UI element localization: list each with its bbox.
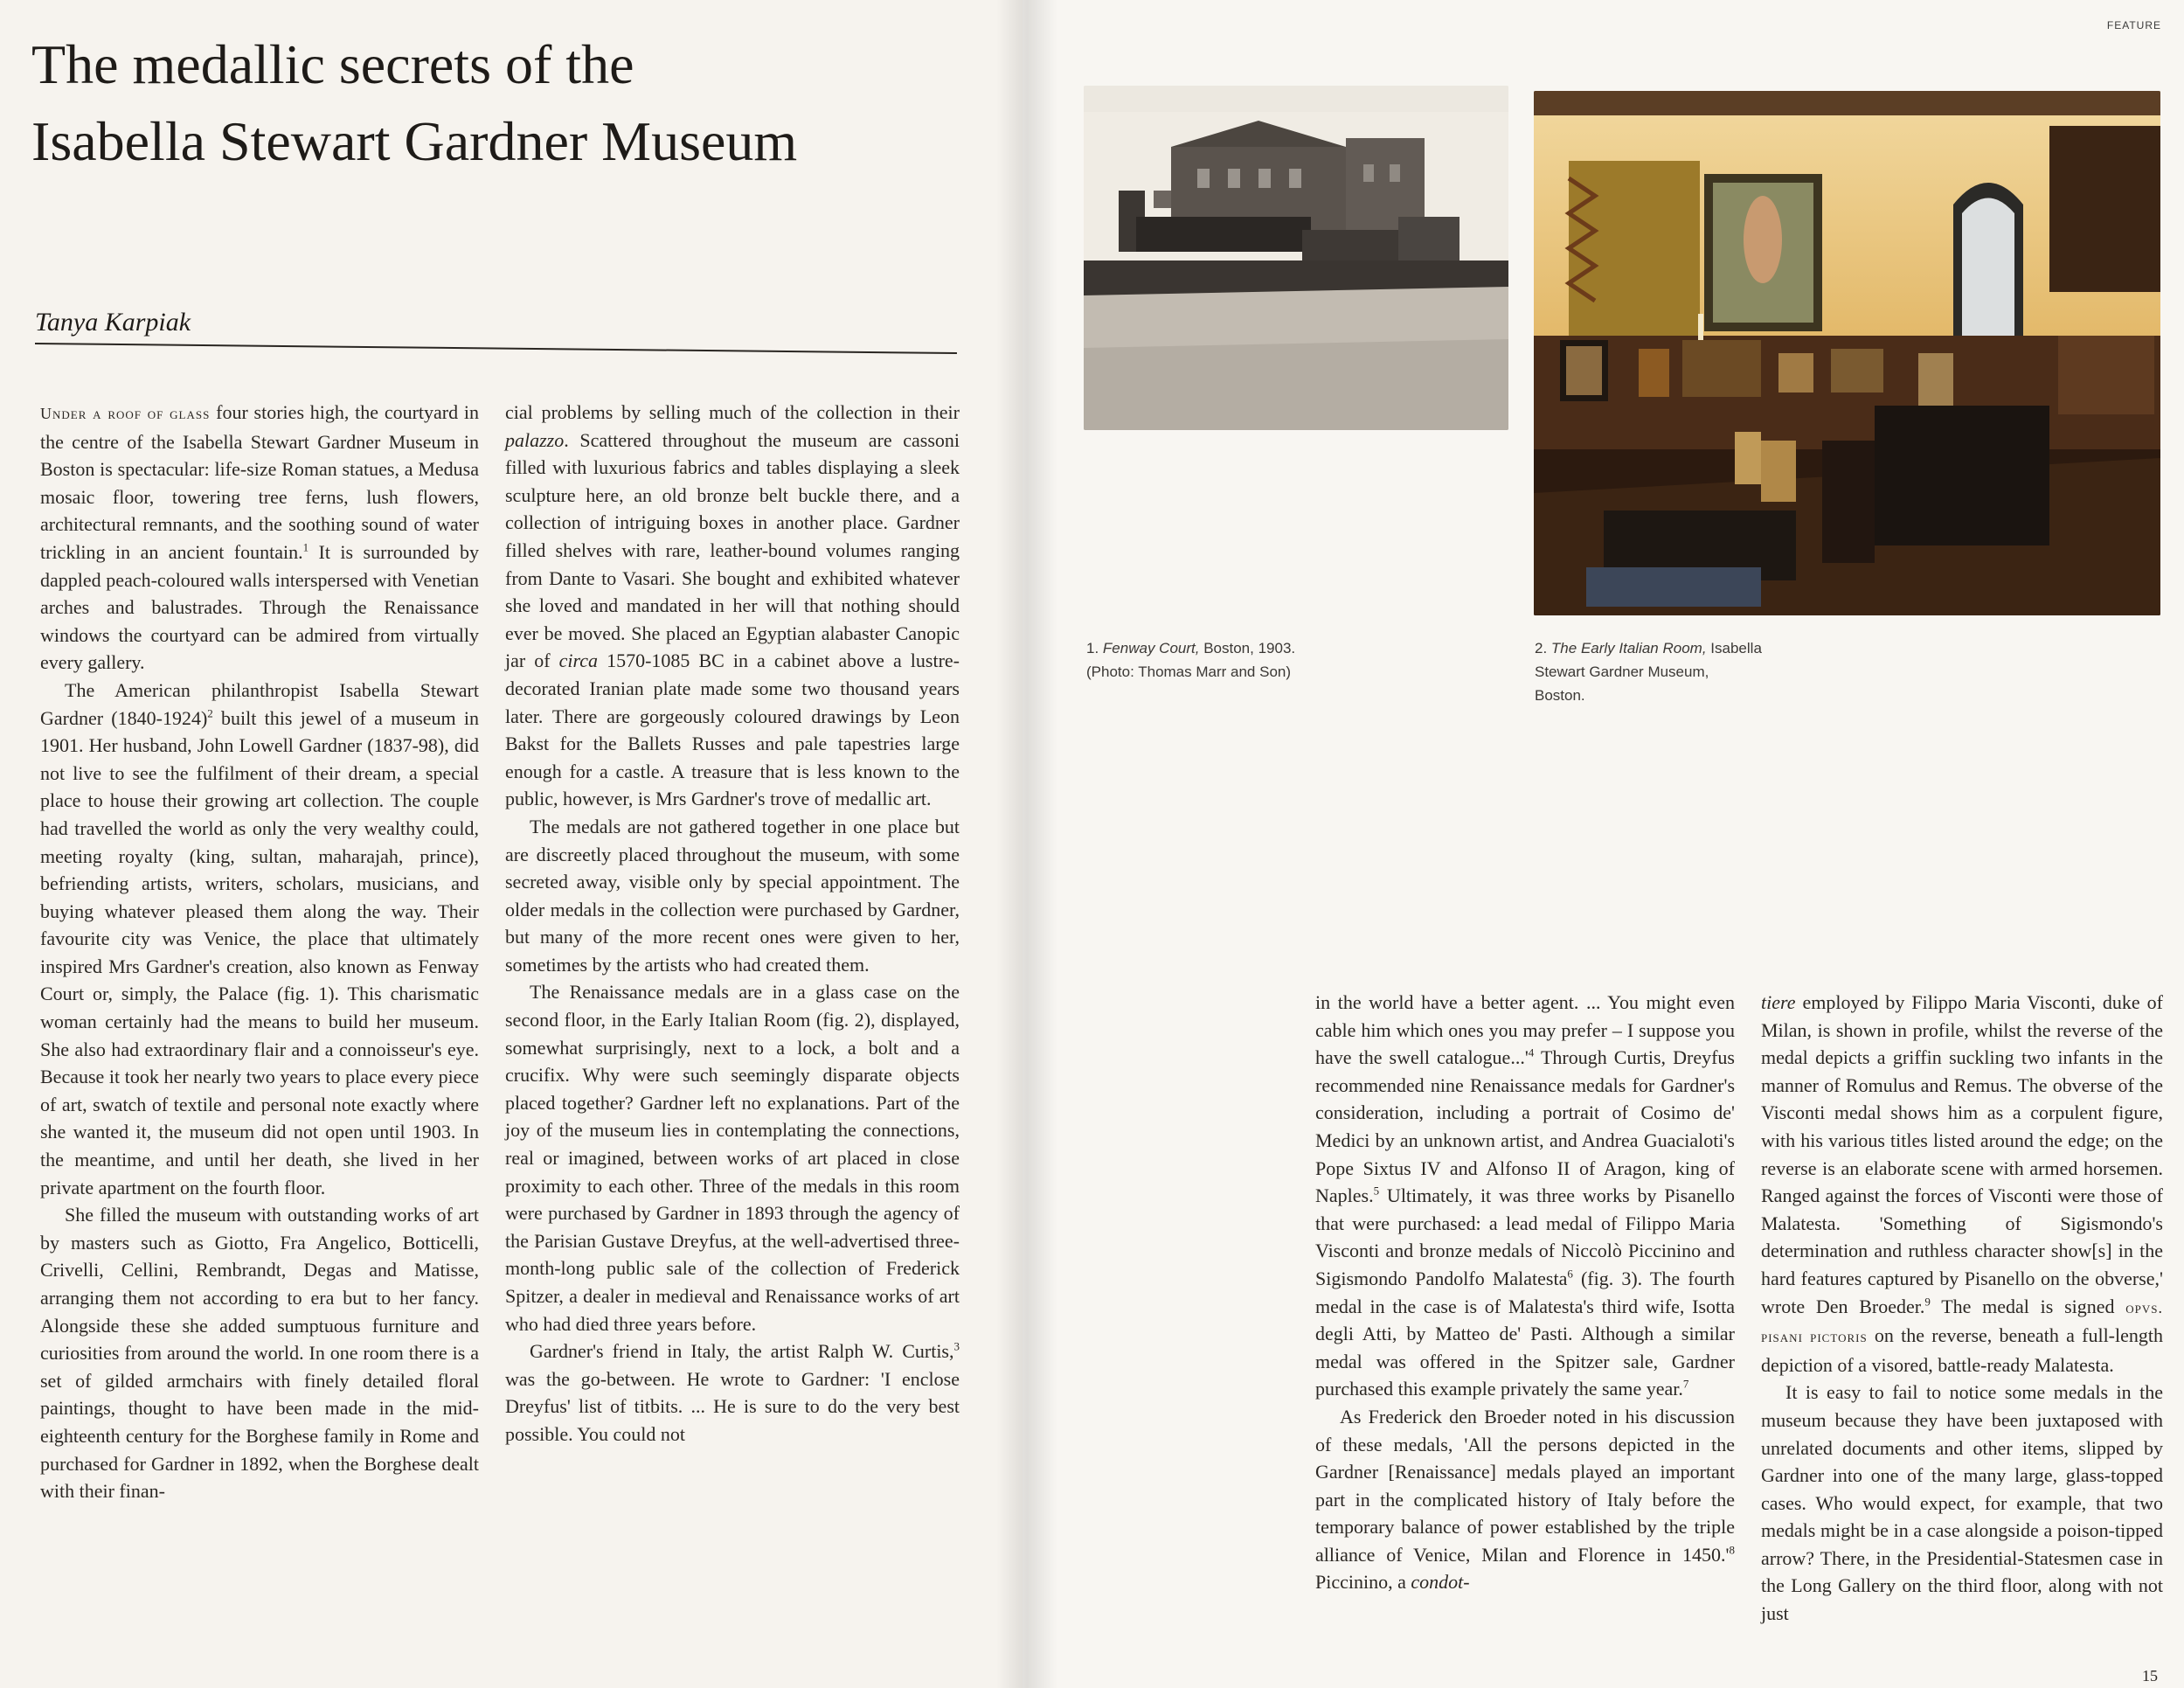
footnote-ref[interactable]: 6 bbox=[1567, 1267, 1573, 1281]
lead-in-smallcaps: Under a roof of glass bbox=[40, 405, 211, 422]
text-run: 1570-1085 BC in a cabinet above a lustre-decorated Iranian plate made some two thousand years later. There are gorgeously coloured drawings by Leon Bakst for the Ballets Russes and pale tapestries large enough for a castle. A treasure that is less known to the public, however, is Mrs Gardner's trove of medallic art. bbox=[505, 649, 960, 810]
byline-rule bbox=[35, 343, 957, 354]
article-column-4 bbox=[1761, 989, 2163, 1628]
article-column-1 bbox=[40, 399, 479, 1505]
title-line-1: The medallic secrets of the bbox=[31, 33, 634, 95]
paragraph bbox=[1761, 989, 2163, 1379]
paragraph: She filled the museum with outstanding works of art by masters such as Giotto, Fra Angelico, Botticelli, Crivelli, Cellini, Rembrandt, Degas and Matisse, arranging them not according to era but to her fancy. Alongside these she added sumptuous furniture and curiosities from around the world. In one room there is a set of gilded armchairs with finely detailed floral paintings, thought to have been made in the mid-eighteenth century for the Borghese family in Rome and purchased for Gardner in 1892, when the Borghese dealt with their finan- bbox=[40, 1204, 479, 1503]
italic-term: circa bbox=[558, 649, 599, 672]
text-run: built this jewel of a museum in 1901. Her husband, John Lowell Gardner (1837-98), did not live to see the fulfilment of their dream, a special place to house their growing art collection. The couple had travelled the world as only the very wealthy could, meeting royalty (king, sultan, maharajah, prince), befriending artists, writers, scholars, musicians, and buying whatever pleased them along the way. Their favourite city was Venice, the place that ultimately inspired Mrs Gardner's creation, also known as Fenway Court or, simply, the Palace (fig. 1). This charismatic woman certainly had the means to build her museum. She also had extraordinary flair and a connoisseur's eye. Because it took her nearly two years to place every piece of art, swatch of textile and personal note exactly where she wanted it, the museum did not open until 1903. In the meantime, and until her death, she lived in her private apartment on the fourth floor. bbox=[40, 706, 479, 1198]
caption-text: Isabella Stewart Gardner Museum, Boston. bbox=[1535, 640, 1762, 704]
caption-number: 1. bbox=[1086, 640, 1099, 656]
footnote-ref[interactable]: 4 bbox=[1528, 1045, 1535, 1059]
caption-text: Boston, 1903. (Photo: Thomas Marr and Son) bbox=[1086, 640, 1296, 680]
fenway-court-photo bbox=[1084, 86, 1508, 430]
caption-title: The Early Italian Room, bbox=[1550, 640, 1707, 656]
footnote-ref[interactable]: 1 bbox=[302, 540, 309, 554]
footnote-ref[interactable]: 9 bbox=[1924, 1295, 1931, 1309]
article-column-2 bbox=[505, 399, 960, 1448]
text-run: four stories high, the courtyard in the centre of the Isabella Stewart Gardner Museum in Boston is spectacular: life-size Roman statues, a Medusa mosaic floor, towering tree ferns, lush flowers, architectural remnants, and the soothing sound of water trickling in an ancient fountain. bbox=[40, 401, 479, 563]
footnote-ref[interactable]: 3 bbox=[953, 1339, 960, 1353]
early-italian-room-photo bbox=[1534, 91, 2160, 615]
text-run: . Scattered throughout the museum are cassoni filled with luxurious fabrics and tables displaying a sleek sculpture here, an old bronze belt buckle there, and a collection of intriguing boxes in another place. Gardner filled shelves with rare, leather-bound volumes ranging from Dante to Vasari. She bought and exhibited whatever she loved and mandated in her will that nothing should ever be moved. She placed an Egyptian alabaster Canopic jar of bbox=[505, 428, 960, 672]
left-page bbox=[0, 0, 1023, 1688]
text-run: As Frederick den Broeder noted in his discussion of these medals, 'All the persons depicted in the Gardner [Renaissance] medals played an important part in the complicated history of Italy before the temporary balance of power established by the triple alliance of Venice, Milan and Florence in 1450.' bbox=[1315, 1405, 1735, 1566]
figure-2-photo-early-italian-room bbox=[1534, 91, 2160, 615]
text-run: in the world have a better agent. ... You might even cable him which ones you may prefer – I suppose you have the swell catalogue...' bbox=[1315, 991, 1735, 1069]
text-run: was the go-between. He wrote to Gardner: 'I enclose Dreyfus' list of titbits. ... He is sure to do the very best possible. You could not bbox=[505, 1367, 960, 1445]
text-run: It is surrounded by dappled peach-coloured walls interspersed with Venetian arches and balustrades. Through the Renaissance windows the courtyard can be admired from virtually every gallery. bbox=[40, 540, 479, 674]
paragraph: The medals are not gathered together in one place but are discreetly placed throughout the museum, with some secreted away, visible only by special appointment. The older medals in the collection were purchased by Gardner, but many of the more recent ones were given to her, sometimes by the artists who had created them. bbox=[505, 815, 960, 976]
text-run: cial problems by selling much of the collection in their bbox=[505, 401, 960, 423]
figure-2-caption bbox=[1535, 636, 1762, 707]
caption-number: 2. bbox=[1535, 640, 1548, 656]
footnote-ref[interactable]: 5 bbox=[1373, 1184, 1380, 1198]
paragraph bbox=[1315, 989, 1735, 1403]
text-run: employed by Filippo Maria Visconti, duke of Milan, is shown in profile, whilst the reverse of the medal depicts a griffin suckling two infants in the manner of Romulus and Remus. The obverse of the Visconti medal shows him as a corpulent figure, with his various titles listed around the edge; on the reverse is an elaborate scene with armed horsemen. Ranged against the forces of Visconti were those of Malatesta. 'Something of Sigismondo's determination and ruthless character show[s] in the hard features captured by Pisanello on the obverse,' wrote Den Broeder. bbox=[1761, 991, 2163, 1317]
article-title bbox=[31, 26, 975, 180]
text-run: Piccinino, a bbox=[1315, 1571, 1411, 1594]
text-run: Ultimately, it was three works by Pisanello that were purchased: a lead medal of Filippo Maria Visconti and bronze medals of Niccolò Piccinino and Sigismondo Pandolfo Malatesta bbox=[1315, 1184, 1735, 1289]
figure-1-photo-fenway-court bbox=[1084, 86, 1508, 430]
figure-1-caption bbox=[1086, 636, 1296, 684]
title-line-2: Isabella Stewart Gardner Museum bbox=[31, 110, 798, 172]
section-tag: FEATURE bbox=[2106, 19, 2161, 31]
footnote-ref[interactable]: 7 bbox=[1682, 1377, 1689, 1391]
paragraph bbox=[40, 677, 479, 1201]
paragraph: The Renaissance medals are in a glass case on the second floor, in the Early Italian Room (fig. 2), displayed, somewhat surprisingly, next to a lock, a bolt and a crucifix. Why were such seemingly disparate objects placed together? Gardner left no explanations. Part of the joy of the museum lies in contemplating the connections, real or imagined, between works of art placed in close proximity to each other. Three of the medals in this room were purchased by Gardner in 1893 through the agency of the Parisian Gustave Dreyfus, at the well-advertised three-month-long public sale of the collection of Frederick Spitzer, a dealer in medieval and Renaissance works of art who had died three years before. bbox=[505, 981, 960, 1335]
italic-term: condot- bbox=[1411, 1571, 1470, 1594]
inscription-smallcaps: opvs. pisani pictoris bbox=[1761, 1298, 2164, 1346]
text-run: The medal is signed bbox=[1930, 1295, 2126, 1317]
paragraph bbox=[505, 1337, 960, 1448]
text-run: Gardner's friend in Italy, the artist Ralph W. Curtis, bbox=[530, 1340, 954, 1363]
article-column-3 bbox=[1315, 989, 1735, 1596]
footnote-ref[interactable]: 2 bbox=[207, 706, 213, 720]
text-run: The American philanthropist Isabella Stewart Gardner (1840-1924) bbox=[40, 678, 479, 729]
paragraph bbox=[505, 399, 960, 813]
italic-term: tiere bbox=[1761, 991, 1796, 1013]
text-run: on the reverse, beneath a full-length depiction of a visored, battle-ready Malatesta. bbox=[1761, 1324, 2164, 1376]
italic-term: palazzo bbox=[505, 428, 565, 451]
footnote-ref[interactable]: 8 bbox=[1729, 1543, 1735, 1557]
caption-title: Fenway Court, bbox=[1102, 640, 1200, 656]
paragraph: It is easy to fail to notice some medals in the museum because they have been juxtaposed with unrelated documents and other items, slipped by Gardner into one of the many large, glass-topped cases. Who would expect, for example, that two medals might be in a case alongside a poison-tipped arrow? There, in the Presidential-Statesmen case in the Long Gallery on the third floor, along with not just bbox=[1761, 1381, 2163, 1625]
author-byline: Tanya Karpiak bbox=[35, 308, 191, 337]
text-run: (fig. 3). The fourth medal in the case is of Malatesta's third wife, Isotta degli Atti, by Matteo de' Pasti. Although a similar medal was offered in the Spitzer sale, Gardner purchased this example privately the same year. bbox=[1315, 1267, 1735, 1400]
paragraph bbox=[40, 399, 479, 677]
text-run: Through Curtis, Dreyfus recommended nine Renaissance medals for Gardner's consideration, including a portrait of Cosimo de' Medici by an unknown artist, and Andrea Guacialoti's Pope Sixtus IV and Alfonso II of Aragon, king of Naples. bbox=[1315, 1046, 1735, 1207]
page-gutter-shadow bbox=[996, 0, 1057, 1688]
page-number: 15 bbox=[2142, 1667, 2158, 1685]
paragraph bbox=[1315, 1403, 1735, 1596]
